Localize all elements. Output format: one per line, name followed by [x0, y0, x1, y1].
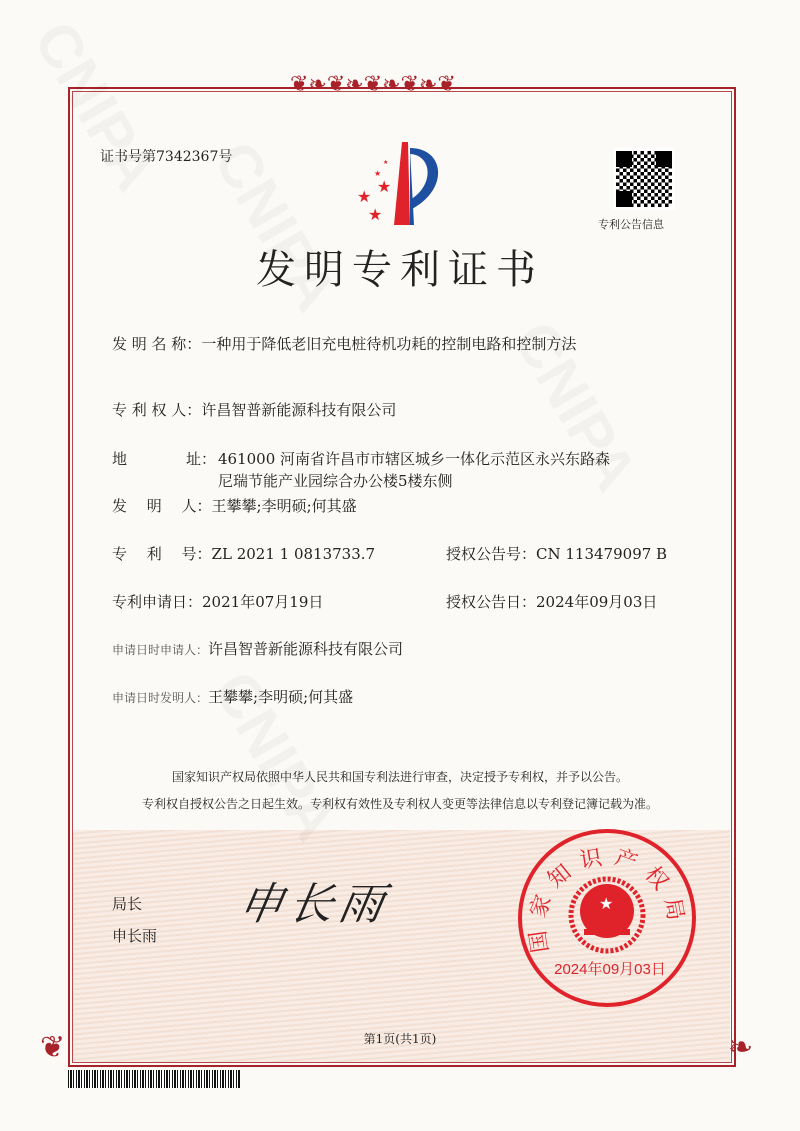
field-value: 尼瑞节能产业园综合办公楼5楼东侧 — [218, 472, 453, 490]
seal-date: 2024年09月03日 — [554, 961, 666, 978]
top-ornament: ❦❧❦❧❦❧❦❧❦ — [290, 72, 456, 97]
svg-text:国家知识产权局: 国家知识产权局 — [524, 844, 690, 955]
svg-text:★: ★ — [368, 205, 383, 224]
field-grant-pub-number — [446, 543, 667, 564]
director-name: 申长雨 — [112, 927, 158, 945]
director-signature: 申长雨 — [234, 879, 394, 930]
director-title: 局长 — [112, 895, 143, 913]
field-label: 专利申请日： — [112, 593, 203, 611]
statement-line: 专利权自授权公告之日起生效。专利权有效性及专利权人变更等法律信息以专利登记簿记载为准。 — [141, 797, 658, 811]
field-label: 专 利 号： — [112, 545, 212, 563]
field-label: 址： — [186, 450, 217, 468]
field-applicant-at-filing — [112, 638, 403, 659]
field-inventor-at-filing — [112, 686, 353, 707]
certificate-number: 证书号第7342367号 — [100, 149, 233, 165]
field-value: ZL 2021 1 0813733.7 — [211, 545, 376, 563]
field-invention-name — [112, 333, 576, 354]
field-label: 专 利 权 人： — [112, 401, 202, 419]
field-label: 发 明 人： — [112, 497, 212, 515]
field-label: 授权公告日： — [446, 593, 537, 611]
field-value: 许昌智普新能源科技有限公司 — [208, 640, 404, 658]
field-label: 申请日时发明人： — [112, 691, 209, 705]
field-inventors — [112, 495, 357, 516]
qr-code[interactable] — [613, 148, 675, 210]
field-value: CN 113479097 B — [536, 545, 668, 563]
svg-text:★: ★ — [374, 169, 382, 178]
field-value: 2024年09月03日 — [536, 593, 658, 611]
svg-text:★: ★ — [357, 187, 372, 206]
qr-label: 专利公告信息 — [598, 218, 664, 231]
statement-line: 国家知识产权局依照中华人民共和国专利法进行审查，决定授予专利权，并予以公告。 — [171, 770, 628, 784]
field-grant-pub-date — [446, 591, 657, 612]
field-value: 许昌智普新能源科技有限公司 — [201, 401, 397, 419]
cnipa-logo-icon — [340, 140, 450, 230]
page-info: 第1页(共1页) — [363, 1032, 437, 1046]
svg-text:★: ★ — [599, 894, 614, 913]
field-patentee — [112, 399, 396, 420]
field-label: 地 — [112, 450, 128, 468]
field-value: 王攀攀;李明硕;何其盛 — [208, 688, 354, 706]
corner-ornament-right: ❧ — [728, 1030, 754, 1065]
official-seal — [518, 829, 696, 1007]
field-label: 授权公告号： — [446, 545, 537, 563]
field-value: 2021年07月19日 — [202, 593, 324, 611]
svg-text:★: ★ — [377, 177, 392, 196]
page-title: 发明专利证书 — [256, 247, 544, 293]
field-address — [112, 448, 611, 490]
field-value: 王攀攀;李明硕;何其盛 — [211, 497, 357, 515]
corner-ornament-left: ❦ — [40, 1030, 66, 1065]
field-patent-number — [112, 543, 375, 564]
field-value: 一种用于降低老旧充电桩待机功耗的控制电路和控制方法 — [201, 335, 577, 353]
field-value: 461000 河南省许昌市市辖区城乡一体化示范区永兴东路森 — [218, 450, 611, 468]
field-filing-date — [112, 591, 323, 612]
field-label: 申请日时申请人： — [112, 643, 209, 657]
field-label: 发 明 名 称： — [112, 335, 202, 353]
svg-text:★: ★ — [383, 159, 389, 166]
barcode — [68, 1070, 240, 1088]
